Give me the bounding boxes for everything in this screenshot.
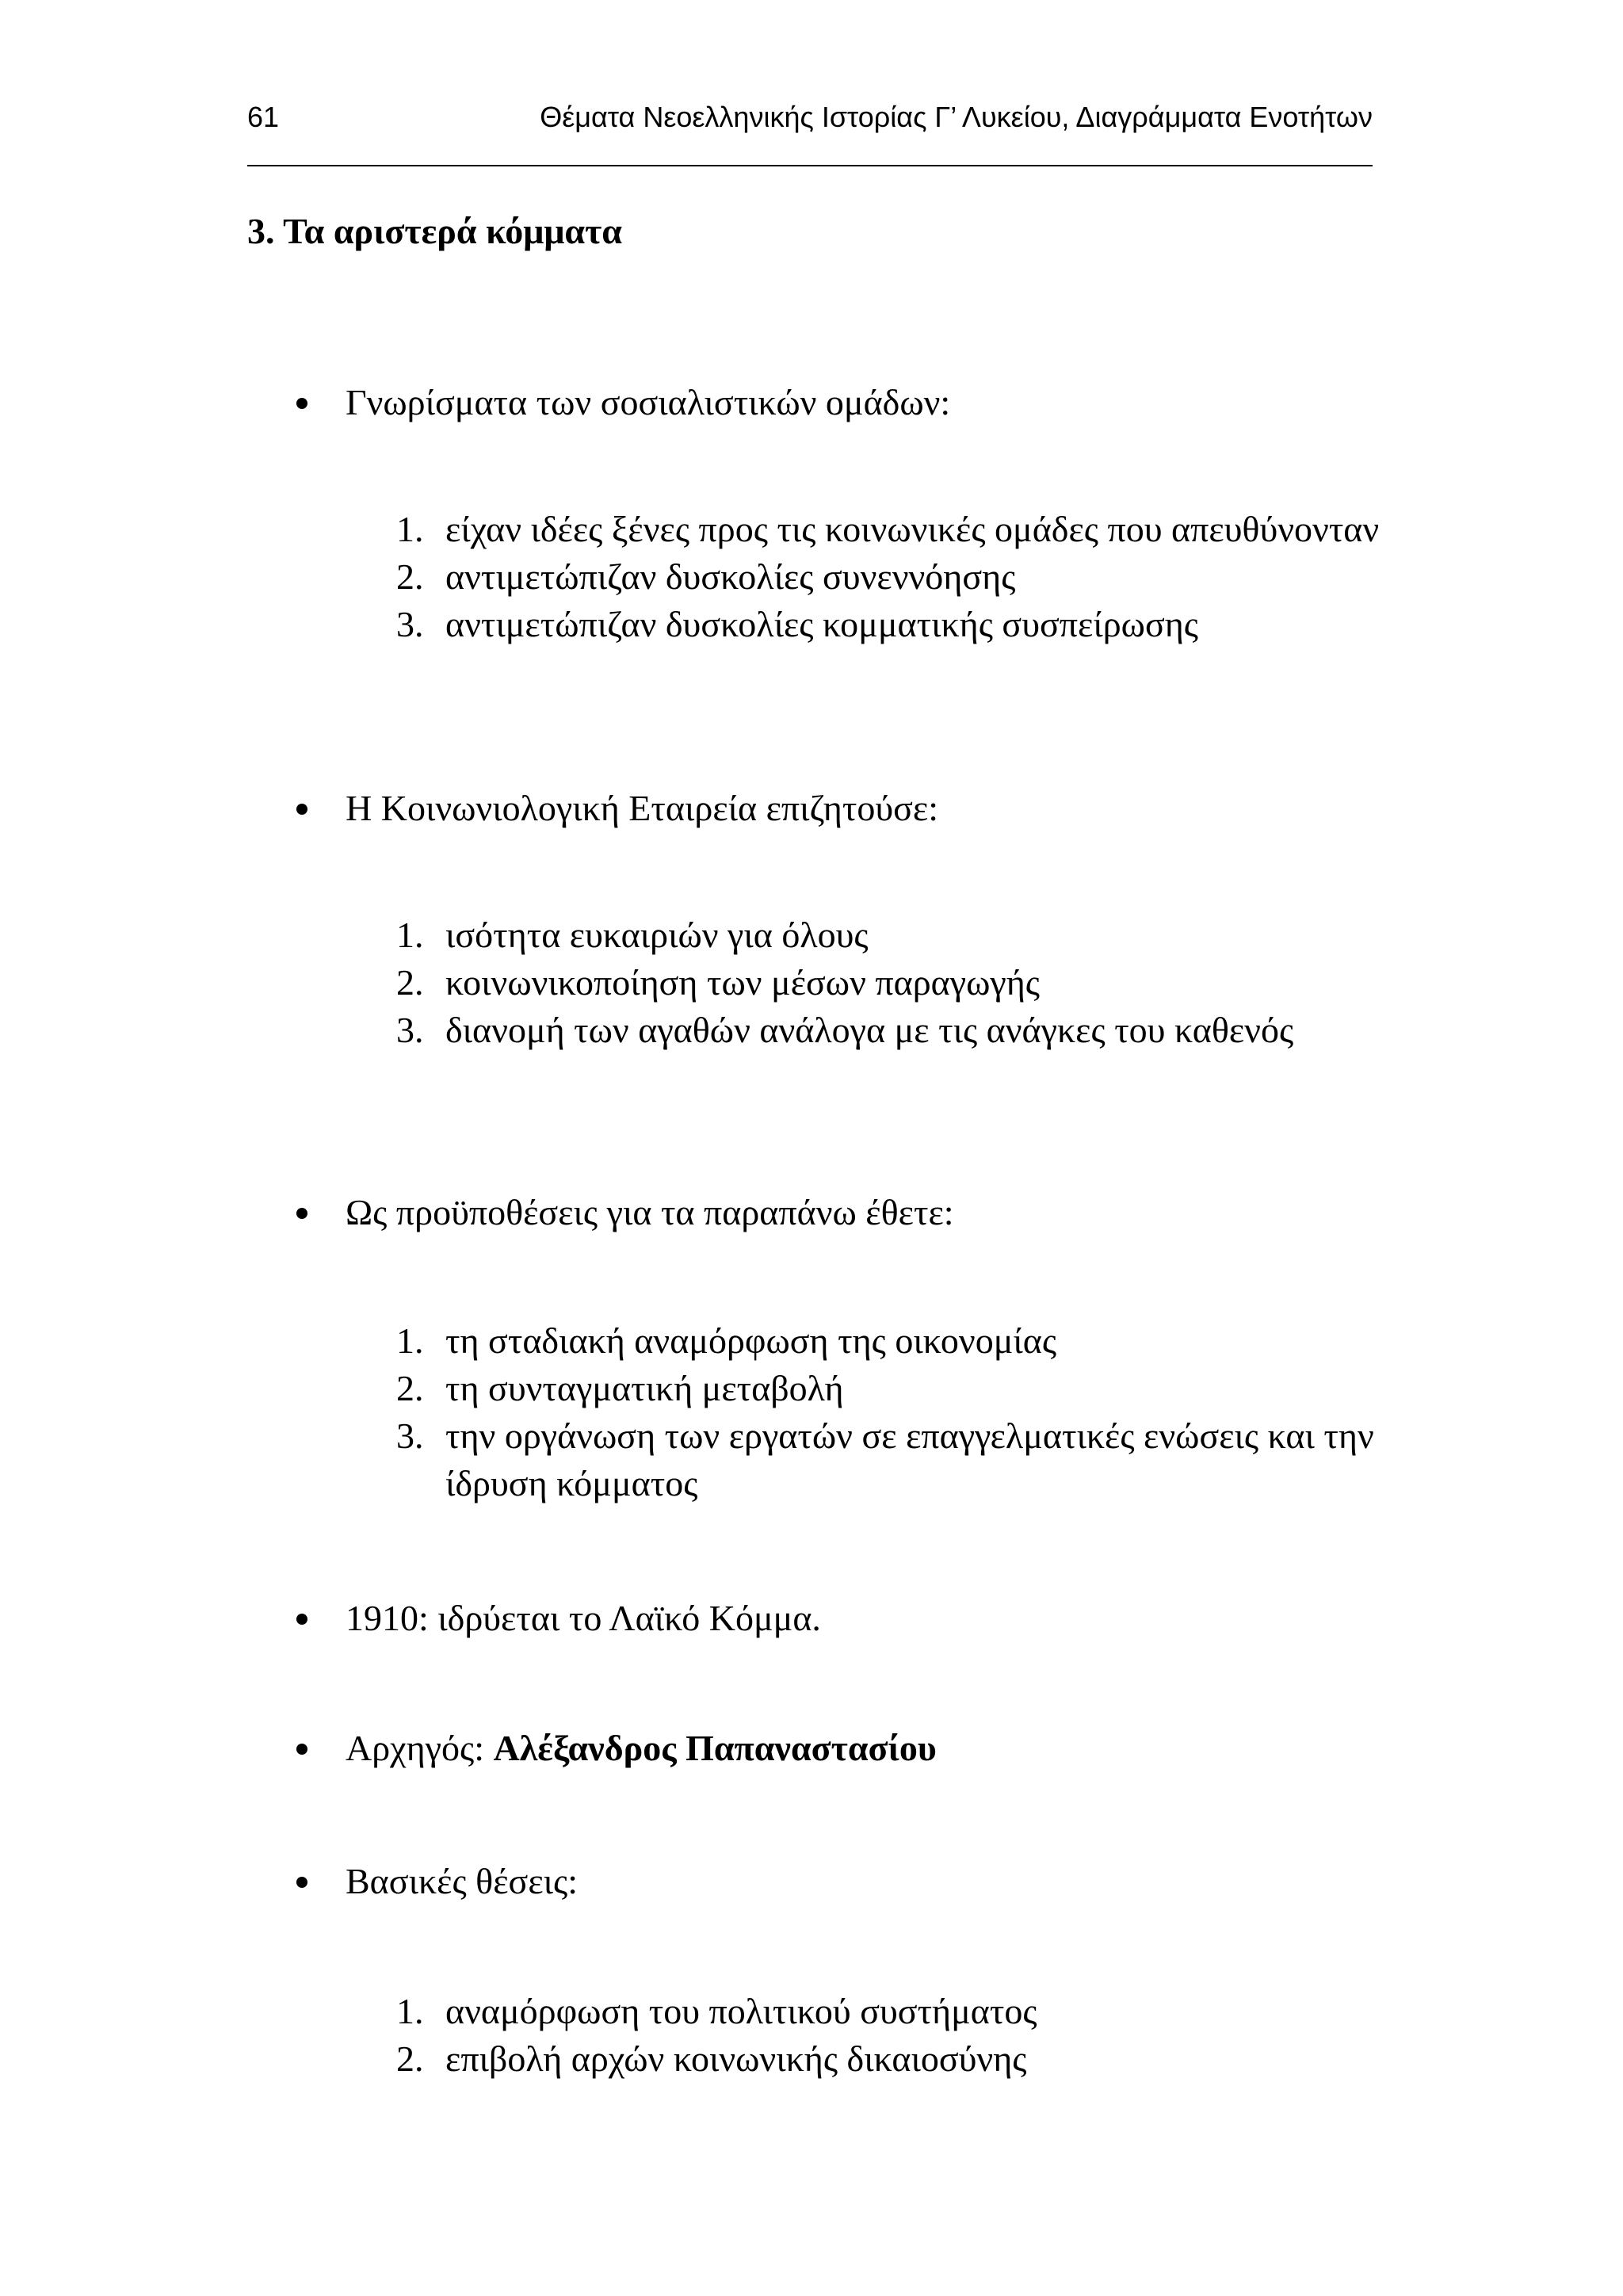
list-number: 1.: [396, 1991, 424, 2031]
list-item: [396, 2035, 1395, 2083]
list-item-text: αντιμετώπιζαν δυσκολίες κομματικής συσπείρωσης: [445, 604, 1199, 644]
bullet-text: Ως προϋποθέσεις για τα παραπάνω έθετε:: [346, 1192, 954, 1232]
list-number: 2.: [396, 556, 424, 597]
numbered-list: [396, 1317, 1395, 1507]
list-number: 2.: [396, 962, 424, 1003]
list-number: 3.: [396, 1415, 424, 1456]
bullet-text: 1910: ιδρύεται το Λαϊκό Κόμμα.: [346, 1598, 821, 1638]
bullet-text: [346, 1725, 937, 1772]
list-item-text: διανομή των αγαθών ανάλογα με τις ανάγκες του καθενός: [445, 1010, 1294, 1050]
list-number: 2.: [396, 1368, 424, 1408]
bullet-icon: [296, 804, 307, 815]
list-item: [396, 1365, 1395, 1412]
page-number: 61: [247, 101, 280, 133]
bullet-icon: [296, 1744, 307, 1755]
bullet-text: Γνωρίσματα των σοσιαλιστικών ομάδων:: [346, 382, 951, 422]
list-number: 1.: [396, 915, 424, 955]
list-number: 1.: [396, 509, 424, 549]
list-item-text: είχαν ιδέες ξένες προς τις κοινωνικές ομάδες που απευθύνονταν: [445, 509, 1380, 549]
list-item-text: επιβολή αρχών κοινωνικής δικαιοσύνης: [445, 2038, 1027, 2079]
list-item-text: τη σταδιακή αναμόρφωση της οικονομίας: [445, 1320, 1057, 1361]
bullet-icon: [296, 1208, 307, 1219]
list-item: [396, 1007, 1395, 1054]
list-item: [396, 601, 1395, 648]
list-item: [396, 1412, 1395, 1507]
list-item: [396, 506, 1395, 553]
running-header-title: Θέματα Νεοελληνικής Ιστορίας Γ’ Λυκείου, Διαγράμματα Ενοτήτων: [540, 101, 1373, 133]
list-number: 3.: [396, 1010, 424, 1050]
bullet-icon: [296, 398, 307, 409]
list-item-text: αναμόρφωση του πολιτικού συστήματος: [445, 1991, 1037, 2031]
leader-name: Αλέξανδρος Παπαναστασίου: [493, 1728, 937, 1768]
list-item-text: τη συνταγματική μεταβολή: [445, 1368, 844, 1408]
list-item: [396, 1317, 1395, 1365]
bullet-icon: [296, 1877, 307, 1888]
list-item: [396, 553, 1395, 601]
list-item: [396, 959, 1395, 1007]
bullet-icon: [296, 1614, 307, 1625]
list-item: [396, 911, 1395, 959]
leader-label: Αρχηγός:: [346, 1728, 494, 1768]
bullet-text: Η Κοινωνιολογική Εταιρεία επιζητούσε:: [346, 788, 938, 828]
header-divider: [247, 165, 1373, 166]
list-number: 2.: [396, 2038, 424, 2079]
list-number: 3.: [396, 604, 424, 644]
numbered-list: [396, 506, 1395, 648]
list-item-text: αντιμετώπιζαν δυσκολίες συνεννόησης: [445, 556, 1016, 597]
list-item: [396, 1988, 1395, 2035]
list-item-text: κοινωνικοποίηση των μέσων παραγωγής: [445, 962, 1040, 1003]
list-item-text: την οργάνωση των εργατών σε επαγγελματικές ενώσεις και την ίδρυση κόμματος: [445, 1415, 1374, 1503]
list-item-text: ισότητα ευκαιριών για όλους: [445, 915, 869, 955]
list-number: 1.: [396, 1320, 424, 1361]
numbered-list: [396, 911, 1395, 1054]
section-title: 3. Τα αριστερά κόμματα: [247, 211, 622, 251]
numbered-list: [396, 1988, 1395, 2083]
bullet-text: Βασικές θέσεις:: [346, 1861, 579, 1901]
